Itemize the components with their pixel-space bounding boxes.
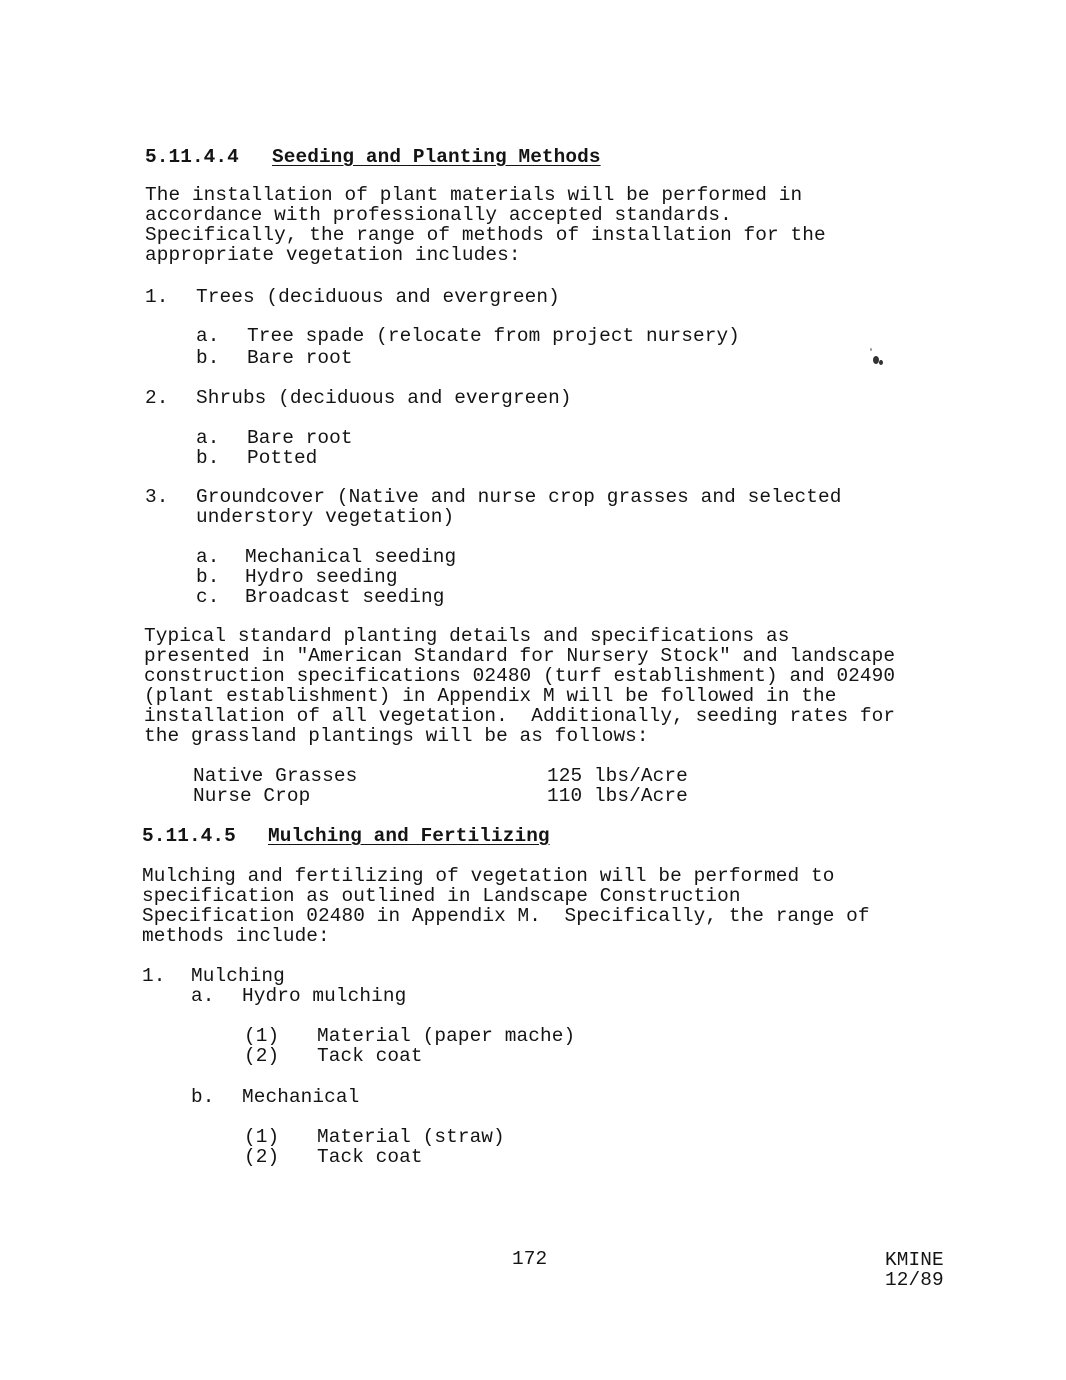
list-item-number: 1. [145,286,169,308]
intro-line-3: Specifically, the range of methods of installation for the [145,224,826,246]
mulching-intro-line-4: methods include: [142,925,330,947]
sub-item-text: Potted [247,447,318,469]
sub-item-text: Broadcast seeding [245,586,445,608]
seeding-rate-name: Nurse Crop [193,785,311,807]
document-date: 12/89 [885,1269,944,1291]
list-item-number: 1. [142,965,166,987]
list-item-label-continued: understory vegetation) [196,506,455,528]
intro-line-1: The installation of plant materials will be performed in [145,184,803,206]
sub-item-letter: b. [191,1086,215,1108]
sub-item-text: Bare root [247,427,353,449]
sub-item-text: Mechanical [242,1086,360,1108]
list-item-label: Mulching [191,965,285,987]
detail-number: (2) [244,1045,280,1067]
intro-line-2: accordance with professionally accepted standards. [145,204,732,226]
paragraph-line-6: the grassland plantings will be as follows: [144,725,649,747]
detail-number: (1) [244,1025,280,1047]
document-id: KMINE [885,1249,944,1271]
sub-item-letter: c. [196,586,220,608]
sub-item-letter: a. [196,427,220,449]
sub-item-text: Tree spade (relocate from project nursery) [247,325,740,347]
scan-speck [870,348,872,351]
paragraph-line-4: (plant establishment) in Appendix M will be followed in the [144,685,837,707]
paragraph-line-2: presented in "American Standard for Nursery Stock" and landscape [144,645,896,667]
page-number: 172 [512,1248,548,1270]
sub-item-letter: a. [196,325,220,347]
mulching-intro-line-3: Specification 02480 in Appendix M. Specifically, the range of [142,905,870,927]
intro-line-4: appropriate vegetation includes: [145,244,521,266]
sub-item-text: Hydro mulching [242,985,407,1007]
section-title-mulching-fertilizing: Mulching and Fertilizing [268,825,550,847]
seeding-rate-value: 125 lbs/Acre [547,765,688,787]
scan-speck [879,360,883,365]
detail-number: (1) [244,1126,280,1148]
detail-number: (2) [244,1146,280,1168]
sub-item-letter: b. [196,566,220,588]
mulching-intro-line-2: specification as outlined in Landscape Construction [142,885,741,907]
sub-item-letter: a. [196,546,220,568]
detail-text: Tack coat [317,1146,423,1168]
sub-item-text: Bare root [247,347,353,369]
seeding-rate-name: Native Grasses [193,765,358,787]
sub-item-text: Mechanical seeding [245,546,457,568]
section-title-seeding-planting: Seeding and Planting Methods [272,146,601,168]
mulching-intro-line-1: Mulching and fertilizing of vegetation will be performed to [142,865,835,887]
sub-item-letter: b. [196,347,220,369]
list-item-label: Groundcover (Native and nurse crop grasses and selected [196,486,842,508]
section-number-5-11-4-5: 5.11.4.5 [142,825,236,847]
detail-text: Material (paper mache) [317,1025,576,1047]
paragraph-line-1: Typical standard planting details and specifications as [144,625,790,647]
sub-item-text: Hydro seeding [245,566,398,588]
list-item-label: Trees (deciduous and evergreen) [196,286,560,308]
section-number-5-11-4-4: 5.11.4.4 [145,146,239,168]
sub-item-letter: b. [196,447,220,469]
list-item-label: Shrubs (deciduous and evergreen) [196,387,572,409]
detail-text: Tack coat [317,1045,423,1067]
list-item-number: 2. [145,387,169,409]
paragraph-line-3: construction specifications 02480 (turf establishment) and 02490 [144,665,896,687]
sub-item-letter: a. [191,985,215,1007]
detail-text: Material (straw) [317,1126,505,1148]
list-item-number: 3. [145,486,169,508]
paragraph-line-5: installation of all vegetation. Additionally, seeding rates for [144,705,896,727]
seeding-rate-value: 110 lbs/Acre [547,785,688,807]
